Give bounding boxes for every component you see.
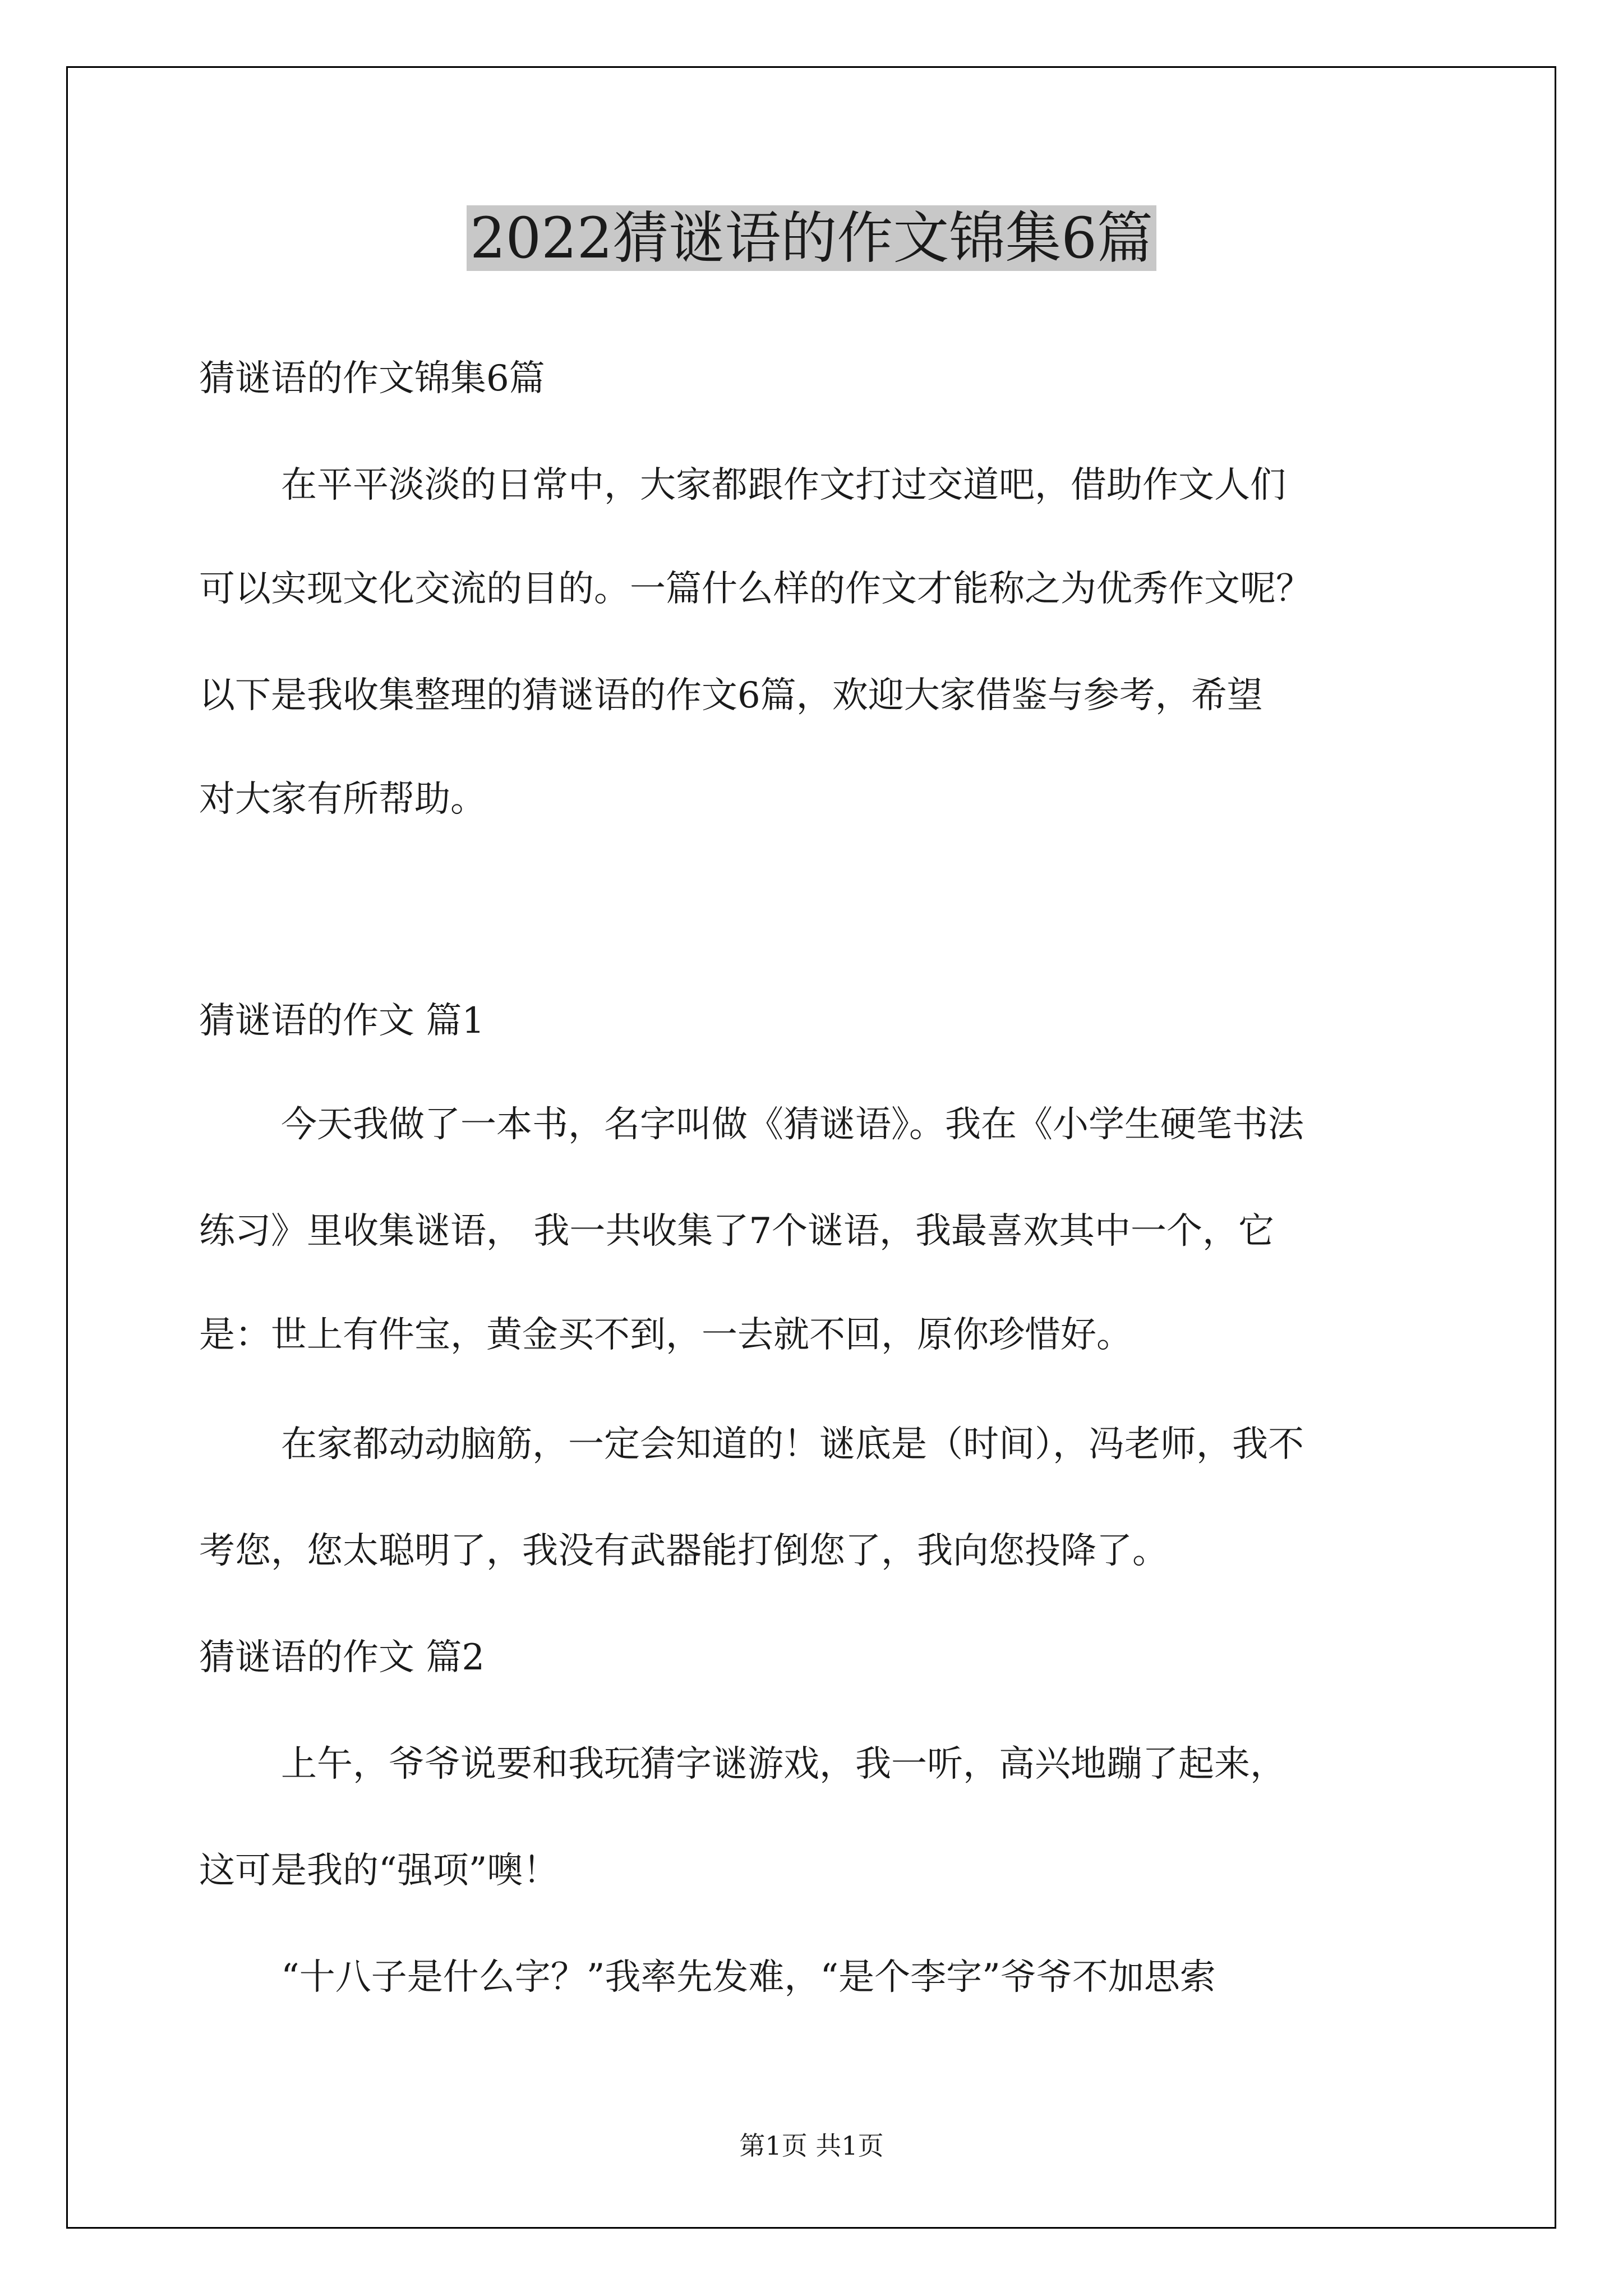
section-heading-1: 猜谜语的作文 篇1 bbox=[199, 1000, 485, 1042]
section1-line-5: 考您，您太聪明了，我没有武器能打倒您了，我向您投降了。 bbox=[199, 1530, 1168, 1572]
section1-line-1: 今天我做了一本书，名字叫做《猜谜语》。我在《小学生硬笔书法 bbox=[281, 1104, 1304, 1145]
section1-line-4: 在家都动动脑筋，一定会知道的！谜底是（时间），冯老师，我不 bbox=[281, 1424, 1304, 1465]
subtitle-line: 猜谜语的作文锦集6篇 bbox=[199, 358, 545, 399]
intro-line-1: 在平平淡淡的日常中，大家都跟作文打过交道吧，借助作文人们 bbox=[281, 464, 1286, 506]
section2-line-2: 这可是我的“强项”噢！ bbox=[199, 1850, 559, 1892]
section1-line-3: 是：世上有件宝，黄金买不到，一去就不回，原你珍惜好。 bbox=[199, 1314, 1132, 1356]
page-footer: 第1页 共1页 bbox=[739, 2131, 884, 2161]
section2-line-3: “十八子是什么字？”我率先发难，“是个李字”爷爷不加思索 bbox=[281, 1957, 1216, 1998]
intro-line-2: 可以实现文化交流的目的。一篇什么样的作文才能称之为优秀作文呢？ bbox=[199, 568, 1312, 610]
document-title-text: 2022猜谜语的作文锦集6篇 bbox=[467, 205, 1156, 271]
section1-line-2: 练习》里收集谜语， 我一共收集了7个谜语，我最喜欢其中一个，它 bbox=[199, 1211, 1275, 1252]
document-title bbox=[0, 199, 1623, 278]
section-heading-2: 猜谜语的作文 篇2 bbox=[199, 1637, 485, 1678]
section2-line-1: 上午，爷爷说要和我玩猜字谜游戏，我一听，高兴地蹦了起来， bbox=[281, 1743, 1286, 1785]
intro-line-3: 以下是我收集整理的猜谜语的作文6篇，欢迎大家借鉴与参考，希望 bbox=[199, 675, 1263, 716]
intro-line-4: 对大家有所帮助。 bbox=[199, 779, 486, 820]
